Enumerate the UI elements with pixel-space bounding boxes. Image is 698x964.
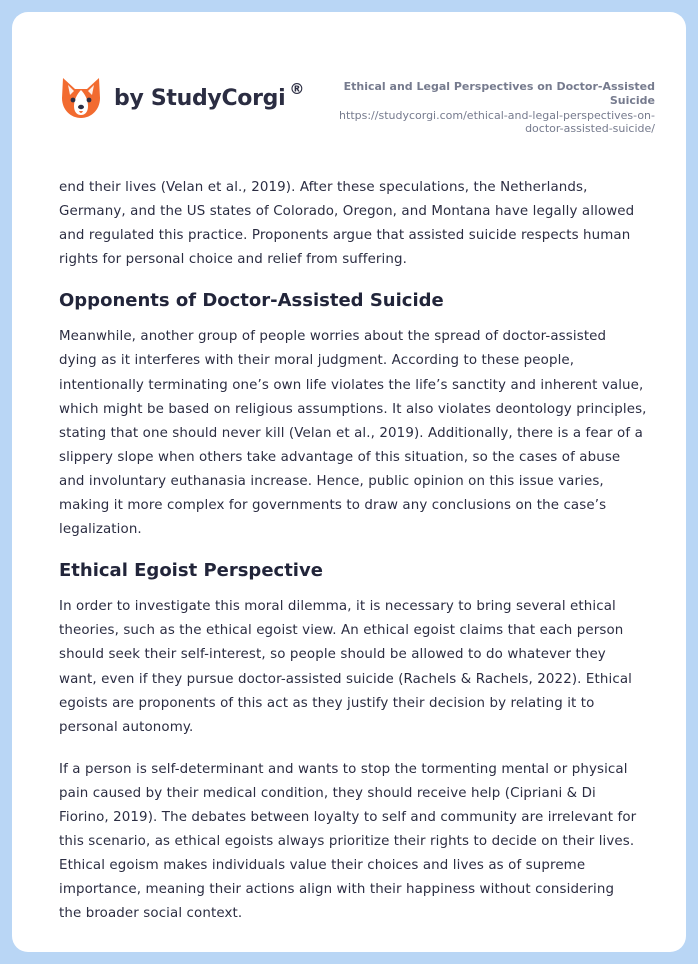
text-line: Fiorino, 2019). The debates between loyalty to self and community are irrelevant for (59, 809, 637, 825)
text-line: end their lives (Velan et al., 2019). After these speculations, the Netherlands, (59, 180, 588, 195)
text-line: egoists are proponents of this act as they justify their decision by relating it to (59, 695, 595, 711)
text-line: this scenario, as ethical egoists always prioritize their rights to decide on their lives. (59, 834, 635, 850)
document-url[interactable] (295, 109, 655, 135)
section-heading-opponents: Opponents of Doctor-Assisted Suicide (59, 290, 444, 312)
page-header (12, 12, 686, 162)
article-body (59, 176, 659, 926)
url-line: doctor-assisted-suicide/ (525, 122, 655, 135)
document-meta (295, 80, 655, 135)
text-line: and regulated this practice. Proponents argue that assisted suicide respects human (59, 228, 631, 244)
text-line: which might be based on religious assumptions. It also violates deontology principles, (59, 401, 647, 417)
section-heading-egoist: Ethical Egoist Perspective (59, 560, 323, 582)
text-line: Ethical egoism makes individuals value their choices and lives as of supreme (59, 858, 586, 874)
brand-name: by StudyCorgi ® (114, 79, 305, 111)
document-page (12, 12, 686, 952)
text-line: making it more complex for governments to draw any conclusions on the case’s (59, 498, 607, 514)
studycorgi-logo[interactable] (60, 76, 304, 120)
opponents-paragraph (59, 325, 659, 542)
text-line: personal autonomy. (59, 719, 194, 735)
text-line: rights for personal choice and relief from suffering. (59, 252, 407, 268)
text-line: pain caused by their medical condition, they should receive help (Cipriani & Di (59, 785, 596, 801)
text-line: intentionally terminating one’s own life violates the life’s sanctity and inherent value, (59, 377, 644, 393)
egoist-paragraph-2 (59, 758, 659, 927)
text-line: want, even if they pursue doctor-assisted suicide (Rachels & Rachels, 2022). Ethical (59, 671, 632, 687)
text-line: importance, meaning their actions align with their happiness without considering (59, 882, 615, 898)
text-line: Meanwhile, another group of people worries about the spread of doctor-assisted (59, 329, 607, 345)
document-title: Ethical and Legal Perspectives on Doctor-Assisted Suicide (343, 80, 655, 107)
intro-paragraph (59, 176, 659, 272)
text-line: should seek their self-interest, so people should be allowed to do whatever they (59, 647, 606, 663)
text-line: dying as it interferes with their moral judgment. According to these people, (59, 353, 575, 369)
egoist-paragraph-1 (59, 595, 659, 740)
text-line: In order to investigate this moral dilemma, it is necessary to bring several ethical (59, 599, 616, 615)
text-line: If a person is self-determinant and wants to stop the tormenting mental or physical (59, 761, 628, 777)
text-line: Germany, and the US states of Colorado, Oregon, and Montana have legally allowed (59, 204, 635, 220)
text-line: stating that one should never kill (Velan et al., 2019). Additionally, there is a fear of a (59, 425, 643, 441)
text-line: legalization. (59, 522, 142, 538)
text-line: theories, such as the ethical egoist view. An ethical egoist claims that each person (59, 623, 624, 639)
corgi-icon (60, 76, 102, 120)
text-line: slippery slope when others take advantage of this situation, so the cases of abuse (59, 449, 621, 465)
text-line: and involuntary euthanasia increase. Hence, public opinion on this issue varies, (59, 473, 604, 489)
text-line: the broader social context. (59, 906, 243, 922)
registered-mark: ® (289, 79, 305, 98)
url-line: https://studycorgi.com/ethical-and-legal-perspectives-on- (339, 109, 655, 122)
